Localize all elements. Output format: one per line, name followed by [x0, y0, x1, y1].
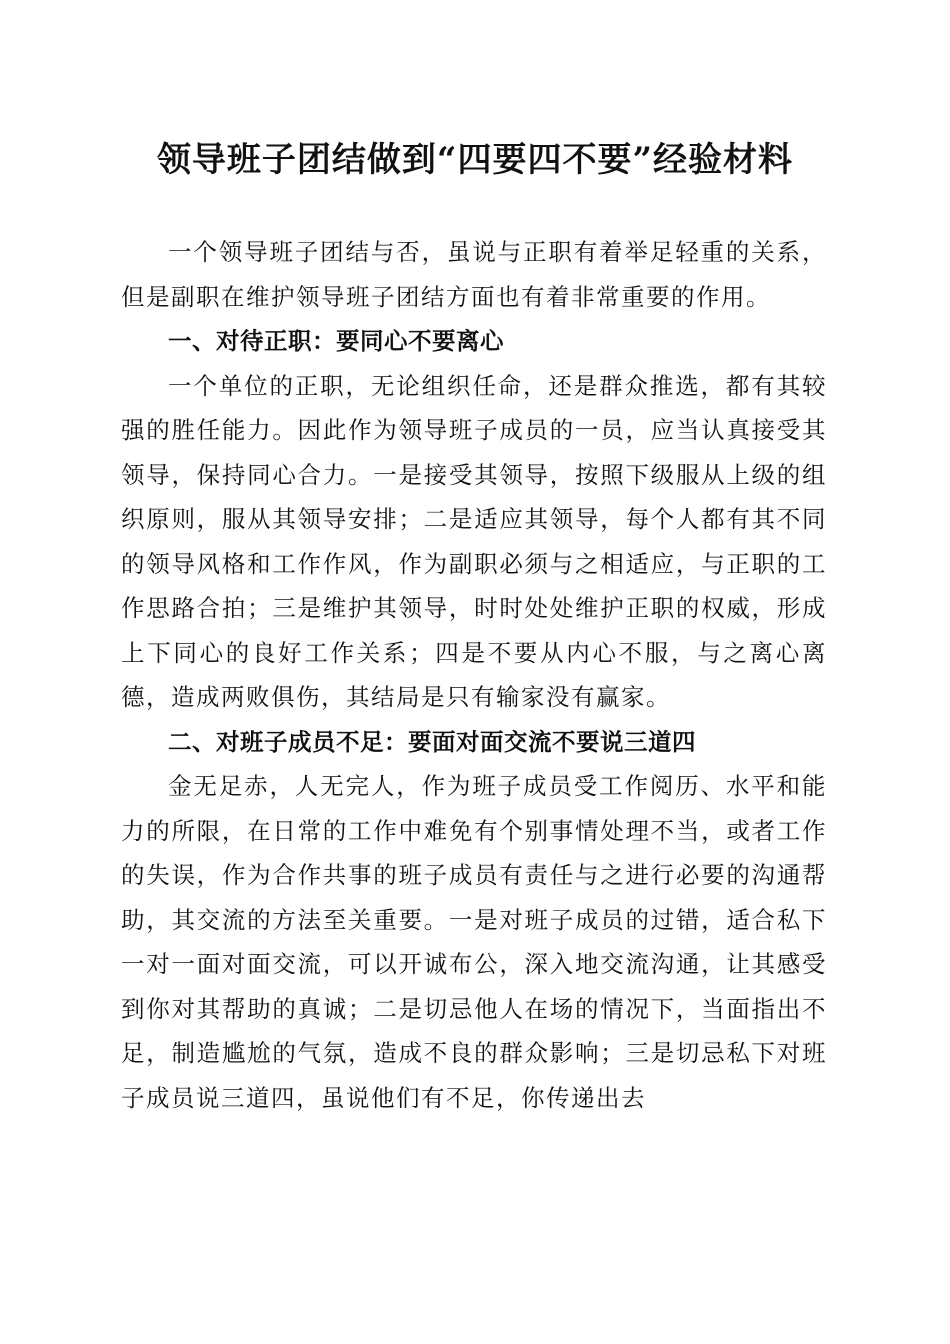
section-body-2: 金无足赤，人无完人，作为班子成员受工作阅历、水平和能力的所限，在日常的工作中难免有个别事情处理不当，或者工作的失误，作为合作共事的班子成员有责任与之进行必要的沟通帮助，其交流的方法至关重要。一是对班子成员的过错，适合私下一对一面对面交流，可以开诚布公，深入地交流沟通，让其感受到你对其帮助的真诚；二是切忌他人在场的情况下，当面指出不足，制造尴尬的气氛，造成不良的群众影响；三是切忌私下对班子成员说三道四，虽说他们有不足，你传递出去: [121, 772, 827, 1112]
intro-paragraph: 一个领导班子团结与否，虽说与正职有着举足轻重的关系，但是副职在维护领导班子团结方面也有着非常重要的作用。: [121, 238, 827, 311]
section-heading-2: 二、对班子成员不足：要面对面交流不要说三道四: [168, 727, 696, 756]
section-heading-1: 一、对待正职：要同心不要离心: [168, 327, 504, 355]
document-body: [121, 230, 827, 1120]
document-title: 领导班子团结做到“四要四不要”经验材料: [156, 140, 794, 180]
section-body-1: 一个单位的正职，无论组织任命，还是群众推选，都有其较强的胜任能力。因此作为领导班子成员的一员，应当认真接受其领导，保持同心合力。一是接受其领导，按照下级服从上级的组织原则，服从其领导安排；二是适应其领导，每个人都有其不同的领导风格和工作作风，作为副职必须与之相适应，与正职的工作思路合拍；三是维护其领导，时时处处维护正职的权威，形成上下同心的良好工作关系；四是不要从内心不服，与之离心离德，造成两败俱伤，其结局是只有输家没有赢家。: [121, 371, 827, 711]
